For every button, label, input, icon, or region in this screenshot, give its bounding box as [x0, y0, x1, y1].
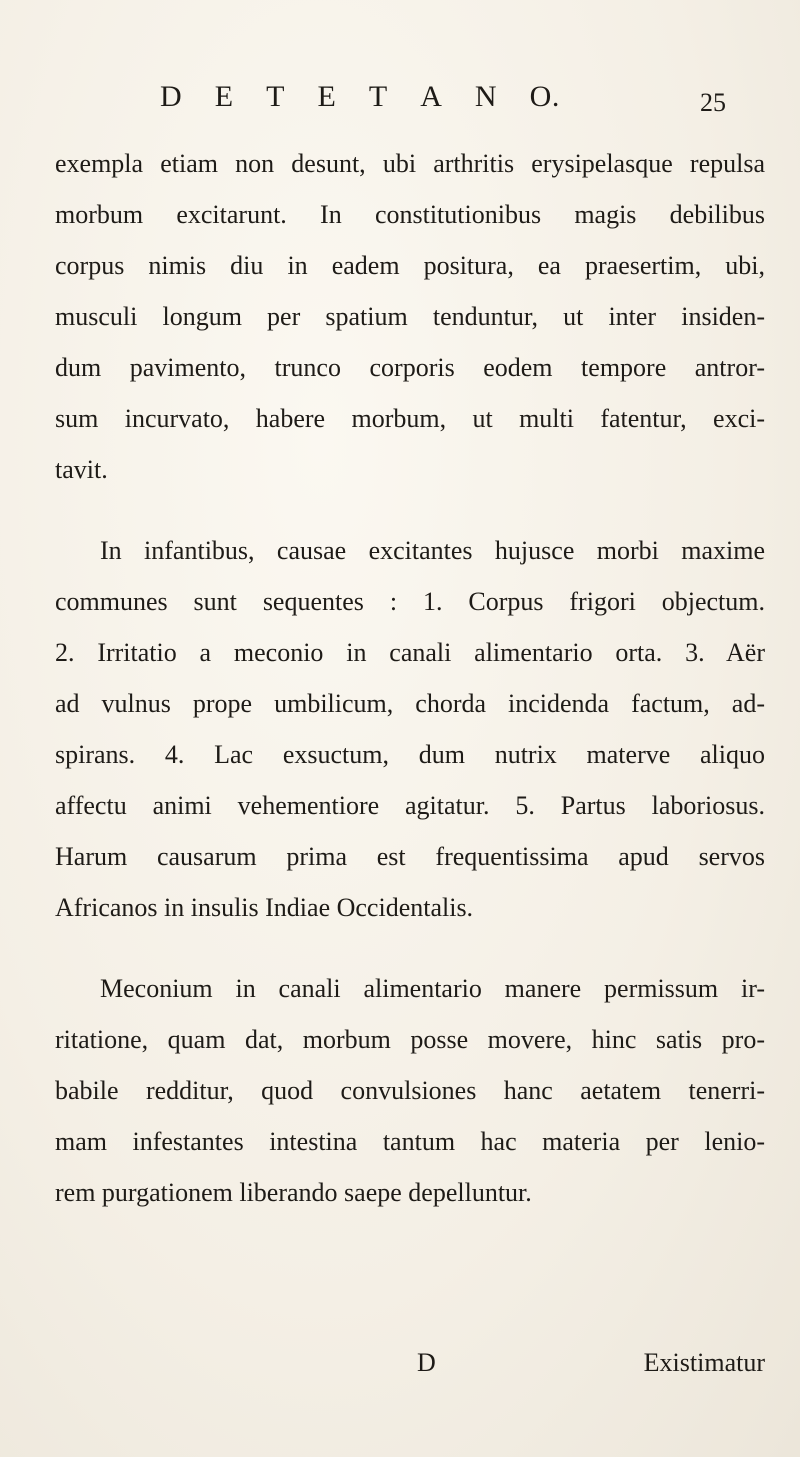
paragraph-2 — [55, 525, 765, 933]
paragraph-spacer — [55, 933, 765, 963]
text-line: tavit. — [55, 455, 108, 484]
running-head-letter: T — [368, 80, 388, 113]
running-head-letter: T — [266, 80, 286, 113]
running-head-letter: O. — [529, 80, 560, 113]
text-line: Africanos in insulis Indiae Occidentalis. — [55, 893, 474, 922]
text-line: Harum causarum prima est frequentissima apud servos — [55, 842, 765, 871]
body-text — [55, 138, 765, 1218]
text-line: corpus nimis diu in eadem positura, ea praesertim, ubi, — [55, 251, 765, 280]
text-line: rem purgationem liberando saepe depelluntur. — [55, 1178, 532, 1207]
text-line: sum incurvato, habere morbum, ut multi fatentur, exci- — [55, 404, 765, 433]
paragraph-spacer — [55, 495, 765, 525]
signature-mark: D — [417, 1348, 436, 1377]
text-line: dum pavimento, trunco corporis eodem tempore antror- — [55, 353, 765, 382]
text-line: exempla etiam non desunt, ubi arthritis erysipelasque repulsa — [55, 149, 765, 178]
running-head-letter: D — [160, 80, 183, 113]
text-line: babile redditur, quod convulsiones hanc aetatem tenerri- — [55, 1076, 765, 1105]
text-line: spirans. 4. Lac exsuctum, dum nutrix materve aliquo — [55, 740, 765, 769]
catchword: Existimatur — [643, 1348, 765, 1377]
text-line: affectu animi vehementiore agitatur. 5. Partus laboriosus. — [55, 791, 765, 820]
text-line: morbum excitarunt. In constitutionibus magis debilibus — [55, 200, 765, 229]
running-head-letter: A — [420, 80, 443, 113]
text-line: mam infestantes intestina tantum hac materia per lenio- — [55, 1127, 765, 1156]
running-head — [160, 80, 560, 114]
text-line: 2. Irritatio a meconio in canali alimentario orta. 3. Aër — [55, 638, 765, 667]
paragraph-3 — [55, 963, 765, 1218]
text-line: In infantibus, causae excitantes hujusce morbi maxime — [100, 536, 765, 565]
running-head-letter: E — [317, 80, 337, 113]
text-line: Meconium in canali alimentario manere permissum ir- — [100, 974, 765, 1003]
text-line: musculi longum per spatium tenduntur, ut inter insiden- — [55, 302, 765, 331]
running-head-letter: E — [214, 80, 234, 113]
text-line: ritatione, quam dat, morbum posse movere, hinc satis pro- — [55, 1025, 765, 1054]
page-number: 25 — [700, 88, 726, 117]
text-line: communes sunt sequentes : 1. Corpus frigori objectum. — [55, 587, 765, 616]
paragraph-1 — [55, 138, 765, 495]
running-head-letter: N — [474, 80, 498, 113]
text-line: ad vulnus prope umbilicum, chorda incidenda factum, ad- — [55, 689, 765, 718]
